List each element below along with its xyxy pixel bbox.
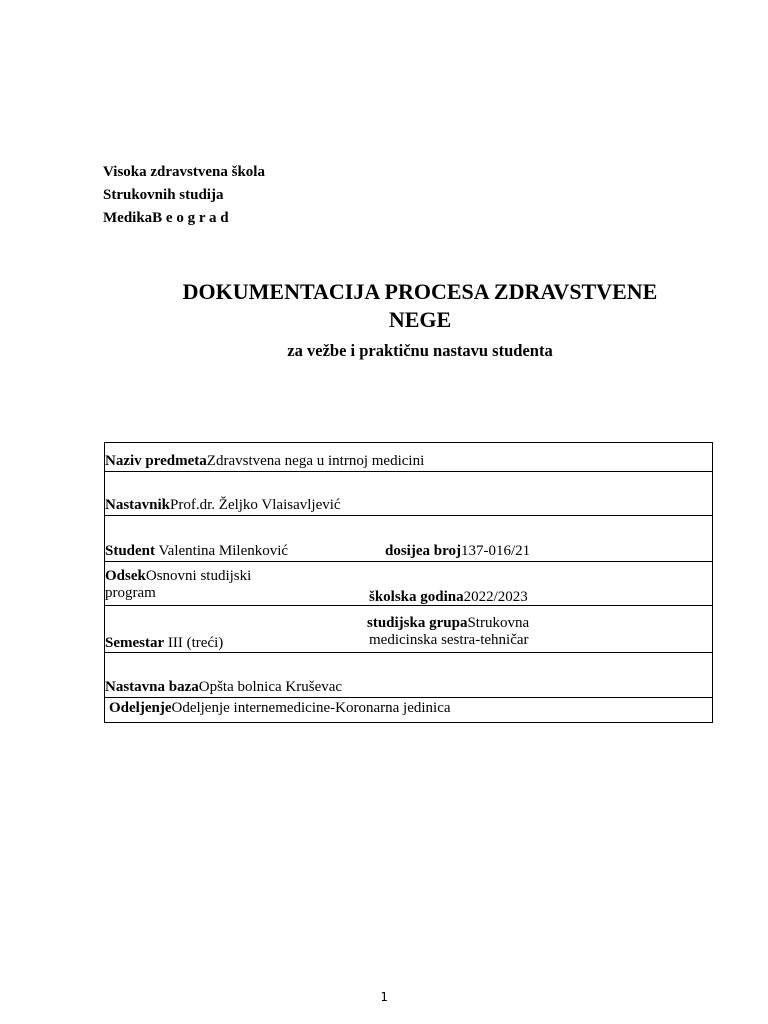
semester-label: Semestar [105, 635, 165, 651]
school-year-label: školska godina [369, 589, 464, 605]
dossier-field [385, 543, 530, 560]
school-year-field [369, 589, 528, 606]
department-value-cont: program [105, 585, 156, 601]
semester-value: III (treći) [164, 635, 224, 651]
dossier-label: dosijea broj [385, 543, 461, 559]
study-group-value-cont: medicinska sestra-tehničar [369, 632, 529, 648]
teaching-base-field [105, 679, 342, 696]
dossier-value: 137-016/21 [460, 543, 531, 559]
ward-label: Odeljenje [109, 700, 172, 716]
row-divider [105, 652, 712, 653]
row-divider [105, 515, 712, 516]
teaching-base-label: Nastavna baza [105, 679, 199, 695]
document-subtitle: za vežbe i praktičnu nastavu studenta [287, 341, 553, 360]
institution-city-prefix: Medika [103, 210, 153, 226]
ward-field [109, 700, 451, 717]
school-year-value: 2022/2023 [463, 589, 528, 605]
study-group-label: studijska grupa [367, 615, 468, 631]
study-group-value: Strukovna [467, 615, 530, 631]
teacher-label: Nastavnik [105, 497, 171, 513]
ward-value: Odeljenje internemedicine-Koronarna jedinica [171, 700, 451, 716]
department-value: Osnovni studijski [145, 568, 252, 584]
page-number: 1 [380, 990, 388, 1004]
student-label: Student [105, 543, 156, 559]
subject-field [105, 453, 424, 470]
row-divider [105, 471, 712, 472]
semester-field [105, 635, 223, 652]
subject-label: Naziv predmeta [105, 453, 207, 469]
student-value: Valentina Milenković [155, 543, 289, 559]
department-label: Odsek [105, 568, 146, 584]
institution-city [103, 209, 229, 227]
document-title-line2: NEGE [388, 307, 452, 332]
department-field [105, 568, 251, 602]
study-group-field [367, 615, 529, 649]
student-field [105, 543, 288, 560]
teacher-field [105, 497, 341, 514]
teaching-base-value: Opšta bolnica Kruševac [198, 679, 343, 695]
teacher-value: Prof.dr. Željko Vlaisavljević [170, 497, 341, 513]
institution-name: Visoka zdravstvena škola [103, 164, 265, 180]
student-info-table [104, 442, 713, 723]
institution-city-suffix: B e o g r a d [152, 210, 229, 226]
subject-value: Zdravstvena nega u intrnoj medicini [206, 453, 425, 469]
row-divider [105, 697, 712, 698]
document-title-line1: DOKUMENTACIJA PROCESA ZDRAVSTVENE [182, 279, 658, 304]
row-divider [105, 561, 712, 562]
institution-subtitle: Strukovnih studija [103, 187, 224, 203]
